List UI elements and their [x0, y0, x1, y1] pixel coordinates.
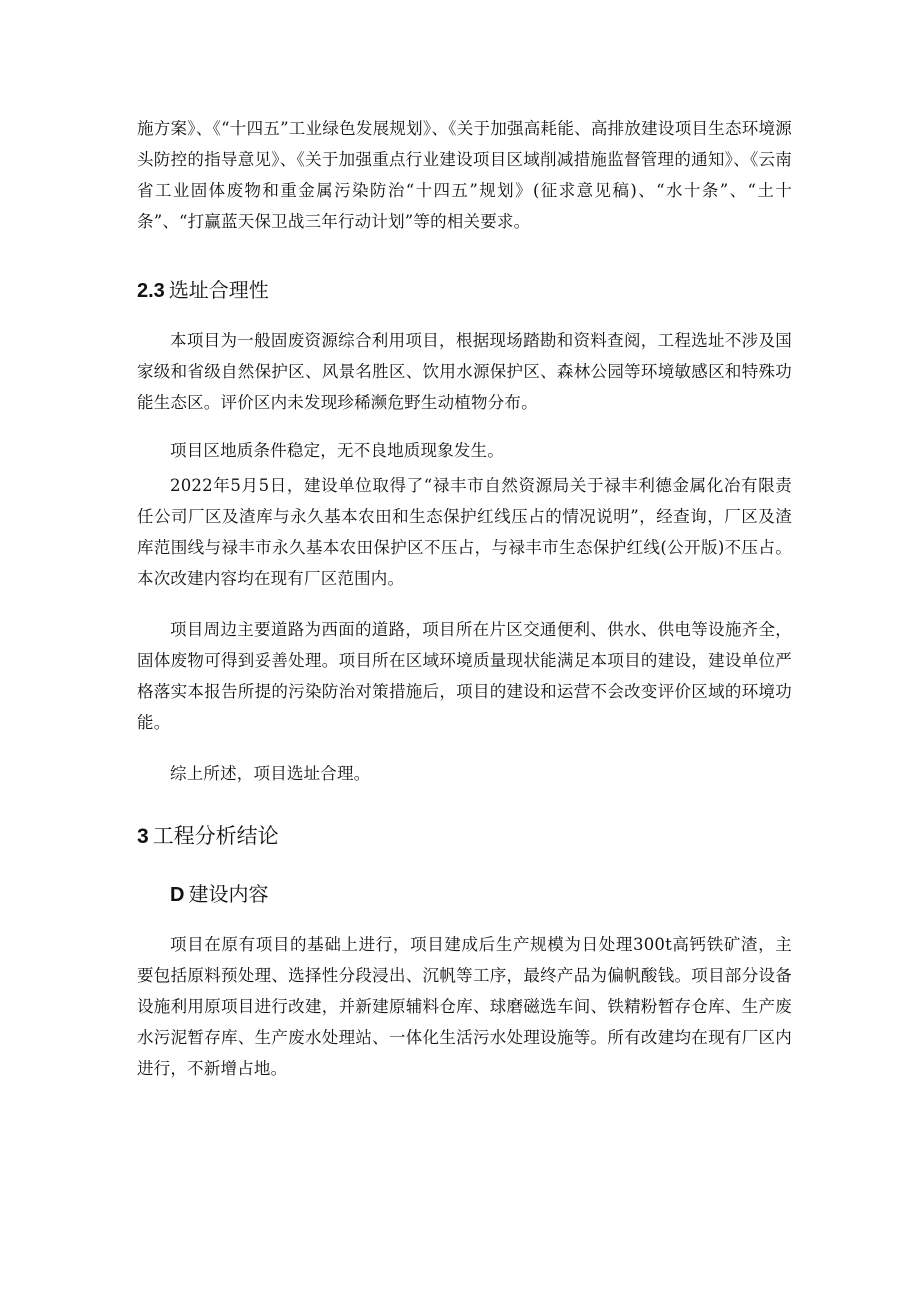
section-3-title: 工程分析结论 [152, 824, 279, 848]
section-d-heading [170, 880, 268, 909]
site-paragraph-2: 项目区地质条件稳定，无不良地质现象发生。 [170, 441, 504, 460]
site-paragraph-1: 本项目为一般固废资源综合利用项目，根据现场踏勘和资料查阅，工程选址不涉及国家级和省级自然保护区、风景名胜区、饮用水源保护区、森林公园等环境敏感区和特殊功能生态区。评价区内未发现珍稀濒危野生动植物分布。 [137, 331, 792, 412]
section-3-number: 3 [137, 825, 149, 848]
site-paragraph-4: 项目周边主要道路为西面的道路，项目所在片区交通便利、供水、供电等设施齐全，固体废物可得到妥善处理。项目所在区域环境质量现状能满足本项目的建设，建设单位严格落实本报告所提的污染防治对策措施后，项目的建设和运营不会改变评价区域的环境功能。 [137, 620, 792, 732]
continuation-paragraph: 施方案》、《“十四五”工业绿色发展规划》、《关于加强高耗能、高排放建设项目生态环境源头防控的指导意见》、《关于加强重点行业建设项目区域削减措施监督管理的通知》、《云南省工业固体废物和重金属污染防治“十四五”规划》(征求意见稿)、“水十条”、“土十条”、“打赢蓝天保卫战三年行动计划”等的相关要求。 [137, 119, 792, 231]
section-d-title: 建设内容 [188, 882, 269, 906]
section-3-heading [137, 822, 279, 851]
construction-paragraph: 项目在原有项目的基础上进行，项目建成后生产规模为日处理300t高钙铁矿渣，主要包括原料预处理、选择性分段浸出、沉帆等工序，最终产品为偏帆酸钱。项目部分设备设施利用原项目进行改建，并新建原辅料仓库、球磨磁选车间、铁精粉暂存仓库、生产废水污泥暂存库、生产废水处理站、一体化生活污水处理设施等。所有改建均在现有厂区内进行，不新增占地。 [137, 935, 792, 1078]
section-2-3-heading [137, 276, 269, 305]
section-2-3-title: 选址合理性 [168, 278, 269, 302]
section-d-number: D [170, 884, 185, 906]
site-paragraph-3: 2022年5月5日，建设单位取得了“禄丰市自然资源局关于禄丰利德金属化冶有限责任公司厂区及渣库与永久基本农田和生态保护红线压占的情况说明”，经查询，厂区及渣库范围线与禄丰市永久基本农田保护区不压占，与禄丰市生态保护红线(公开版)不压占。本次改建内容均在现有厂区范围内。 [137, 476, 792, 588]
site-paragraph-5: 综上所述，项目选址合理。 [170, 764, 371, 783]
section-2-3-number: 2.3 [137, 280, 165, 302]
